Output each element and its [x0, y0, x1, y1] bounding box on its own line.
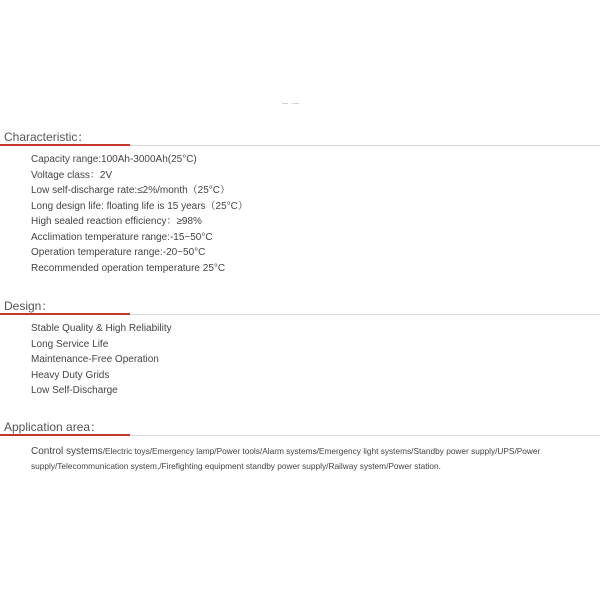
application-accent-bar — [0, 434, 130, 436]
design-list — [31, 321, 172, 399]
list-item: Acclimation temperature range:-15~50°C — [31, 231, 213, 243]
list-item: Recommended operation temperature 25°C — [31, 262, 226, 274]
characteristic-list — [31, 152, 248, 276]
design-title: Design： — [4, 299, 54, 313]
list-item: Capacity range:100Ah-3000Ah(25°C) — [31, 154, 197, 165]
list-item: Long Service Life — [31, 338, 109, 350]
list-item: Operation temperature range:-20~50°C — [31, 247, 206, 258]
application-title: Application area： — [4, 420, 103, 434]
characteristic-title: Characteristic： — [4, 130, 90, 144]
faint-caption: — ·— — [282, 101, 300, 107]
design-accent-bar — [0, 313, 130, 315]
list-item: Low Self-Discharge — [31, 385, 118, 396]
list-item: Stable Quality & High Reliability — [31, 323, 172, 334]
application-lead: Control systems — [31, 446, 103, 457]
application-list-text: /Electric toys/Emergency lamp/Power tools/Alarm systems/Emergency light systems/Standby power supply/UPS/Power supply/Telecommunication system,/Firefighting equipment standby power supply/Railway system/Power station. — [31, 446, 541, 471]
list-item: Low self-discharge rate:≤2%/month（25°C） — [31, 185, 231, 196]
list-item: Voltage class：2V — [31, 169, 113, 181]
list-item: Heavy Duty Grids — [31, 369, 110, 381]
list-item: Long design life: floating life is 15 years（25°C） — [31, 200, 248, 212]
application-description — [31, 444, 586, 474]
characteristic-accent-bar — [0, 144, 130, 146]
list-item: Maintenance-Free Operation — [31, 354, 159, 365]
list-item: High sealed reaction efficiency：≥98% — [31, 216, 202, 227]
